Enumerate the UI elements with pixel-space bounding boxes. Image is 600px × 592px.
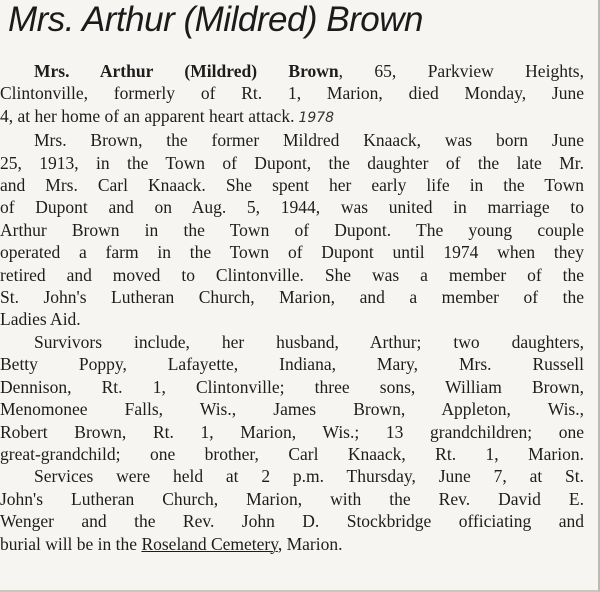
p3-line-1: Survivors include, her husband, Arthur; two daughters,: [34, 331, 584, 352]
p4-line-4-end: , Marion.: [277, 533, 343, 554]
p4-line-2: John's Lutheran Church, Marion, with the Rev. David E.: [0, 488, 584, 509]
p1-line-2: Clintonville, formerly of Rt. 1, Marion, died Monday, June: [0, 83, 584, 104]
p3-line-4: Menomonee Falls, Wis., James Brown, Appleton, Wis.,: [0, 399, 584, 420]
p2-line-3: and Mrs. Carl Knaack. She spent her early life in the Town: [0, 175, 584, 196]
p3-line-3: Dennison, Rt. 1, Clintonville; three sons, William Brown,: [0, 376, 584, 397]
p2-line-5: Arthur Brown in the Town of Dupont. The young couple: [0, 219, 584, 240]
p4-line-4-start: burial will be in the: [0, 533, 142, 554]
p3-line-5: Robert Brown, Rt. 1, Marion, Wis.; 13 grandchildren; one: [0, 421, 584, 442]
p3-line-6: great-grandchild; one brother, Carl Knaack, Rt. 1, Marion.: [0, 443, 584, 464]
p4-line-1: Services were held at 2 p.m. Thursday, June 7, at St.: [34, 466, 584, 487]
handwritten-year: 1978: [298, 109, 335, 126]
p2-line-4: of Dupont and on Aug. 5, 1944, was united in marriage to: [0, 197, 584, 218]
p2-line-1: Mrs. Brown, the former Mildred Knaack, was born June: [34, 130, 584, 151]
p2-line-7: retired and moved to Clintonville. She was a member of the: [0, 264, 584, 285]
p1-line-1-rest: , 65, Parkview Heights,: [338, 61, 584, 81]
p2-line-6: operated a farm in the Town of Dupont until 1974 when they: [0, 242, 584, 263]
obituary-headline: Mrs. Arthur (Mildred) Brown: [8, 0, 423, 39]
lead-name: Mrs. Arthur (Mildred) Brown: [34, 61, 339, 81]
p1-line-3-text: 4, at her home of an apparent heart attack.: [0, 105, 295, 126]
p1-line-1: [34, 60, 584, 82]
p1-line-3: [0, 105, 584, 129]
p2-line-8: St. John's Lutheran Church, Marion, and a member of the: [0, 287, 584, 308]
p3-line-2: Betty Poppy, Lafayette, Indiana, Mary, Mrs. Russell: [0, 354, 584, 375]
p2-line-9: Ladies Aid.: [0, 309, 81, 330]
obituary-body: [0, 60, 584, 555]
p4-line-3: Wenger and the Rev. John D. Stockbridge officiating and: [0, 511, 584, 532]
p2-line-2: 25, 1913, in the Town of Dupont, the daughter of the late Mr.: [0, 152, 584, 173]
p4-line-4: [0, 533, 584, 555]
cemetery-name: Roseland Cemetery: [141, 533, 278, 554]
